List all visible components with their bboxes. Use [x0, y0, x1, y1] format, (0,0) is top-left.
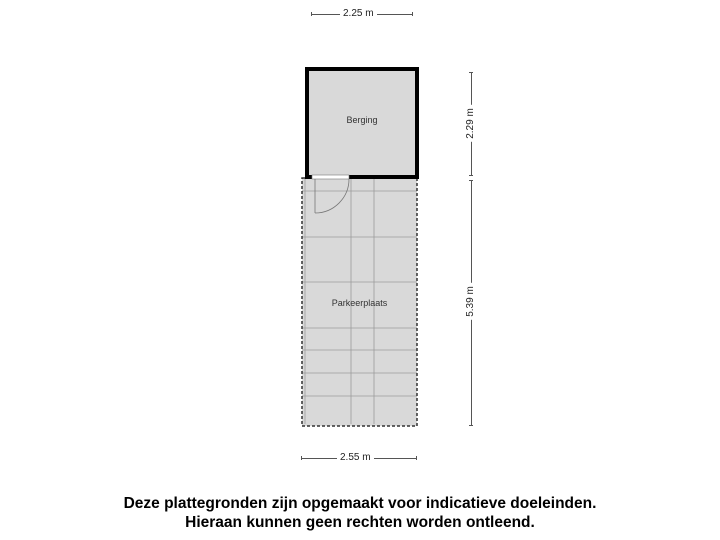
dimension-label-top: 2.25 m [340, 8, 377, 19]
dimension-label-bottom: 2.55 m [337, 452, 374, 463]
dimension-tick [469, 175, 473, 176]
dimension-label-right-upper: 2.29 m [465, 105, 476, 142]
dimension-tick [416, 456, 417, 460]
disclaimer-line-2: Hieraan kunnen geen rechten worden ontleend. [185, 514, 535, 531]
dimension-tick [469, 72, 473, 73]
room-label-berging: Berging [346, 115, 378, 125]
room-label-parkeerplaats: Parkeerplaats [331, 298, 388, 308]
disclaimer-line-1: Deze plattegronden zijn opgemaakt voor indicatieve doeleinden. [123, 495, 597, 512]
dimension-tick [469, 180, 473, 181]
dimension-tick [301, 456, 302, 460]
dimension-label-right-lower: 5.39 m [465, 283, 476, 320]
dimension-tick [469, 425, 473, 426]
